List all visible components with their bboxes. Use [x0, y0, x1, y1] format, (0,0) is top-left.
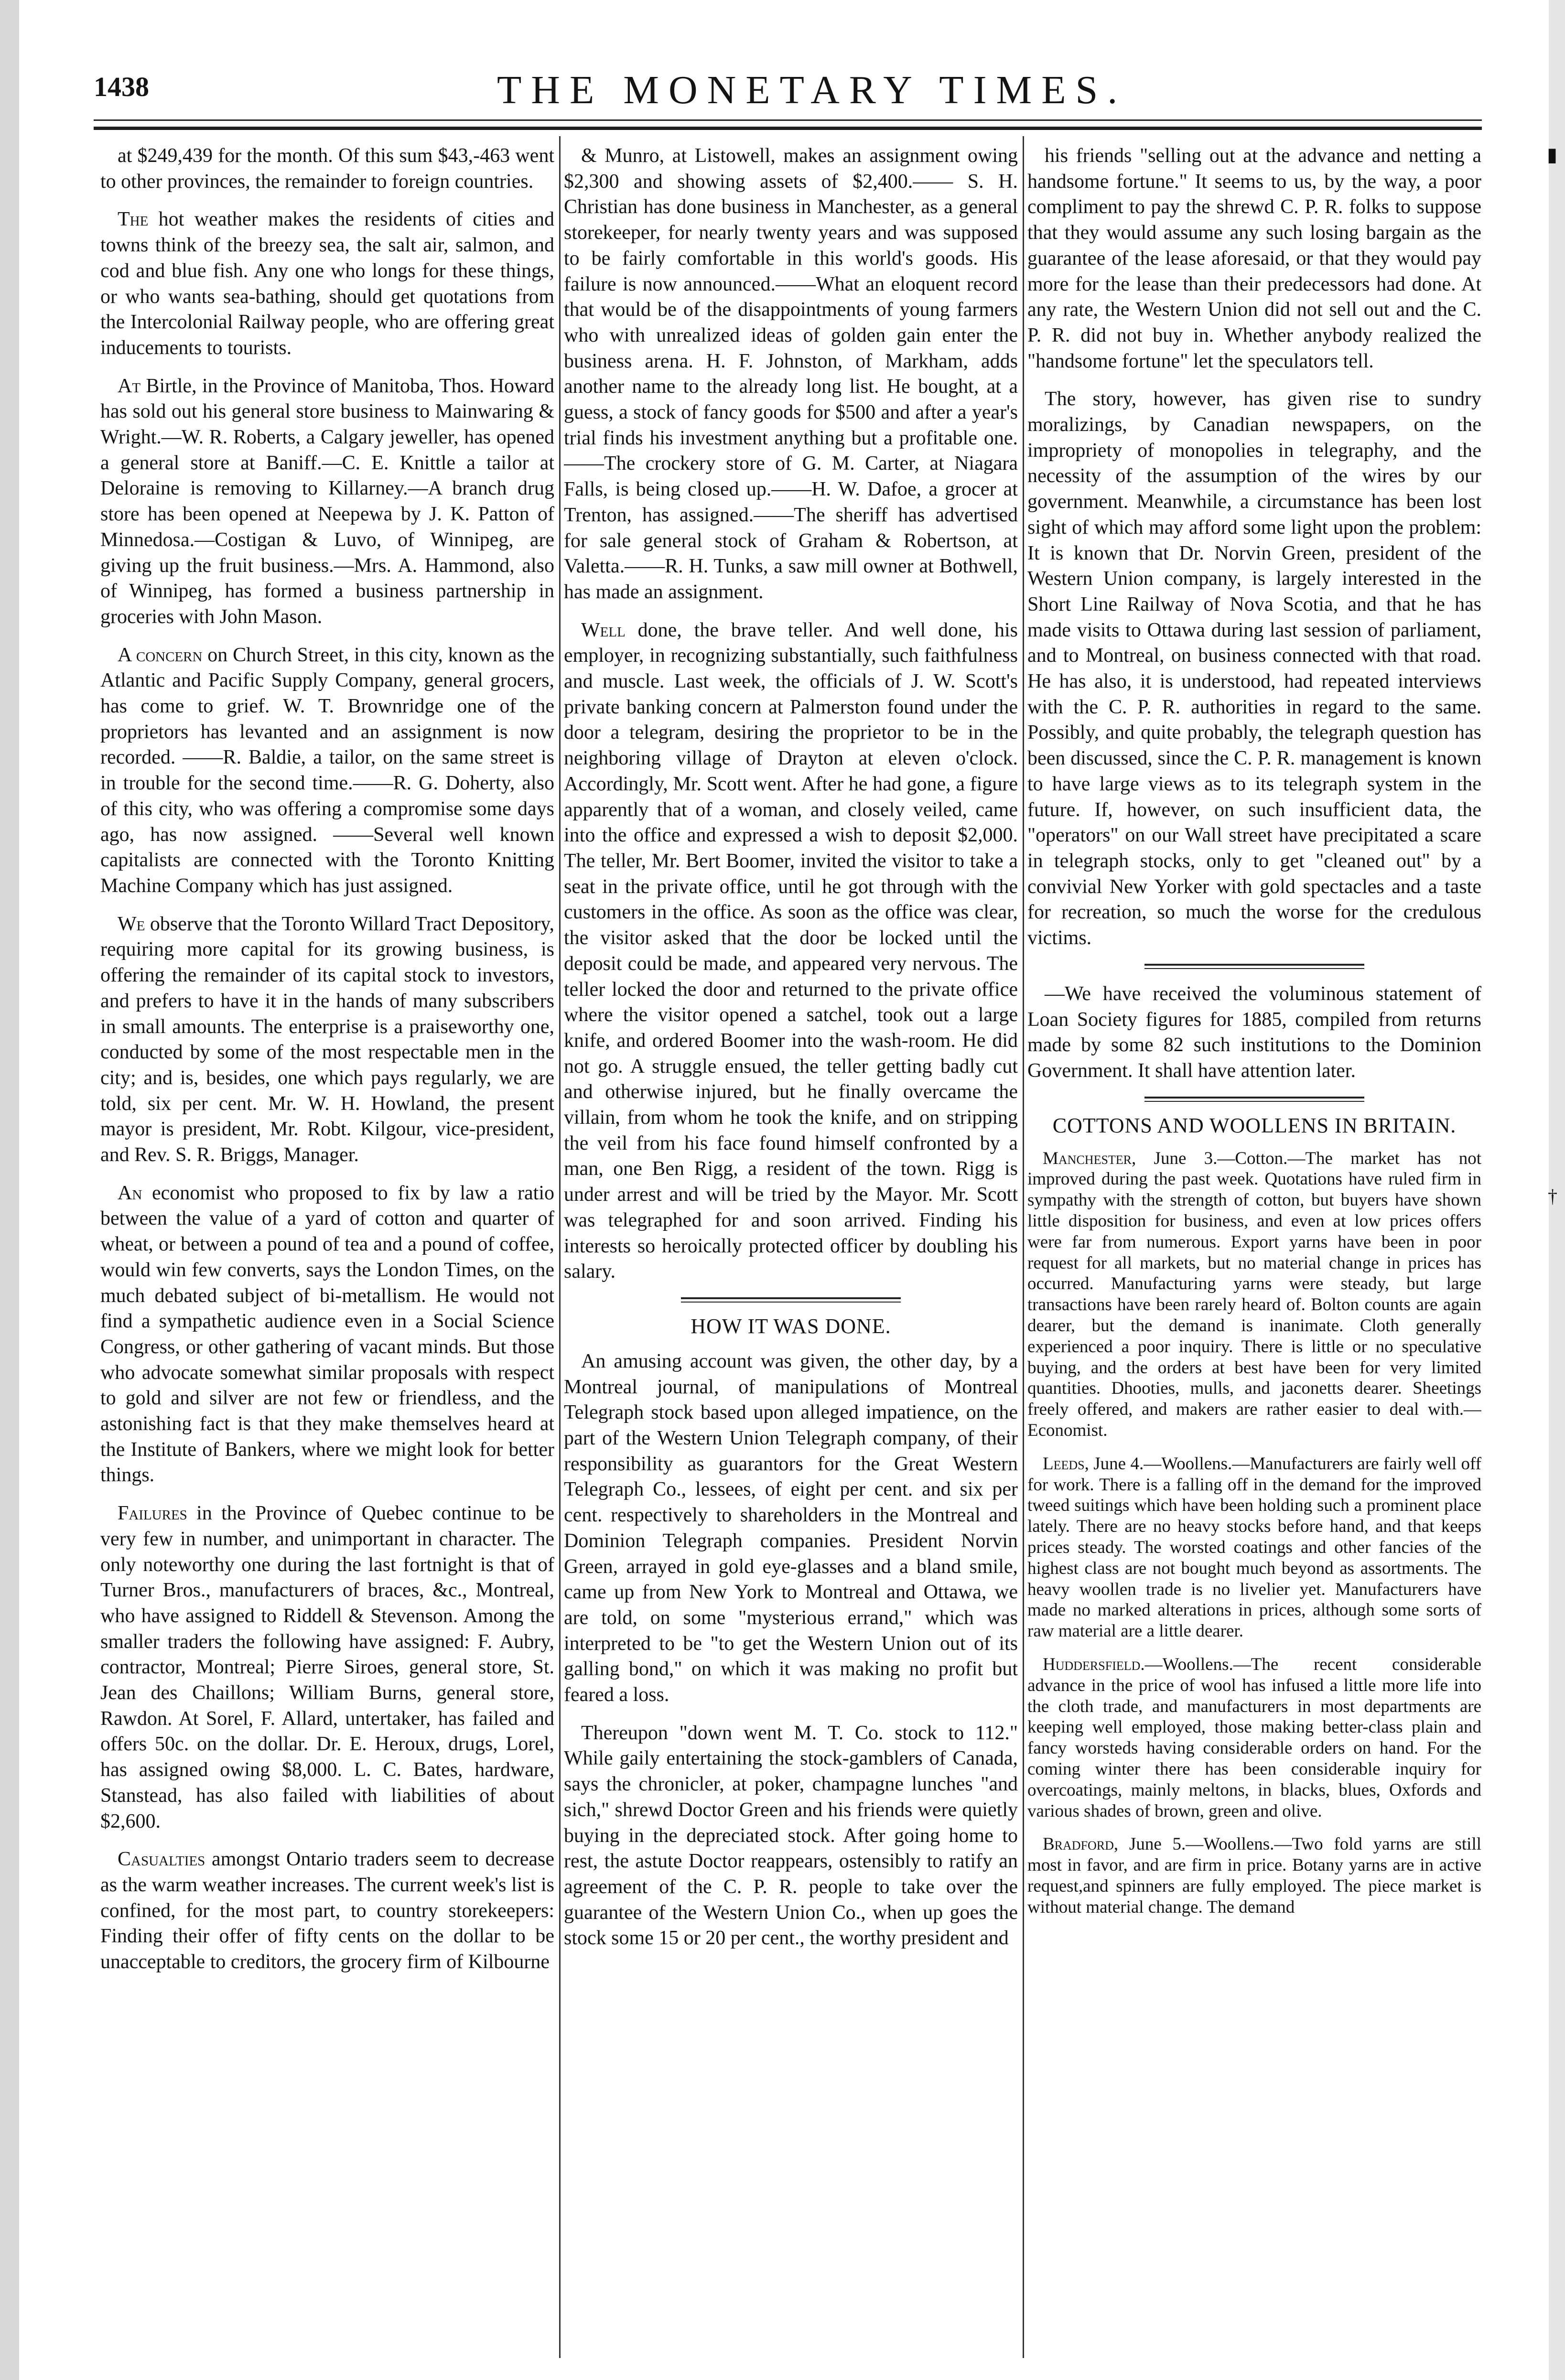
paragraph-text: June 3.—Cotton.—The market has not improved during the past week. Quotations have ruled firm in sympathy with the strength of cotton, but buyers have shown little disposition for business, and even at low prices offers were far from numerous. Export yarns have been in poor request for all markets, but no material change in prices has occurred. Manufacturing yarns were steady, but large transactions have been rarely heard of. Bolton counts are again dearer, but the demand is inanimate. Cloth generally experienced a poor inquiry. There is little or no speculative buying, and the orders at best have been for very limited quantities. Dhooties, mulls, and jaconetts dearer. Sheetings freely offered, and makers are rather easier to deal with.—Economist. — [1027, 1148, 1481, 1440]
column-1-articles — [100, 143, 554, 1975]
paragraph-text: amongst Ontario traders seem to decrease as the warm weather increases. The current week's list is confined, for the most part, to country storekeepers: Finding their offer of fifty cents on the dollar to be unacceptable to creditors, the grocery firm of Kilbourne — [100, 1848, 554, 1973]
paragraph-text: done, the brave teller. And well done, his employer, in recognizing substantially, such faithfulness and muscle. Last week, the officials of J. W. Scott's private banking concern at Palmerston found under the door a telegram, desiring the proprietor to be in the neighboring village of Drayton at eleven o'clock. Accordingly, Mr. Scott went. After he had gone, a figure apparently that of a woman, and closely veiled, came into the office and expressed a wish to deposit $2,000. The teller, Mr. Bert Boomer, invited the visitor to take a seat in the private office, until he got through with the customers in the office. As soon as the office was clear, the visitor asked that the door be locked until the deposit could be made, and appeared very nervous. The teller locked the door and returned to the private office where the visitor opened a satchel, took out a large knife, and ordered Boomer into the wash-room. He did not go. A struggle ensued, the teller getting badly cut and otherwise injured, but he finally overcame the villain, from whom he took the knife, and on stripping the veil from his face found himself confronted by a man, one Ben Rigg, a resident of the town. Rigg is under arrest and will be tried by the Mayor. Mr. Scott was telegraphed for and soon arrived. Finding his interests so heroically protected officer by doubling his salary. — [564, 619, 1018, 1283]
paragraph-text: observe that the Toronto Willard Tract Depository, requiring more capital for its growing business, is offering the remainder of its capital stock to investors, and prefers to have it in the hands of many subscribers in small amounts. The enterprise is a praiseworthy one, conducted by some of the most respectable men in the city; and is, besides, one which pays regularly, we are told, six per cent. Mr. W. H. Howland, the present mayor is president, Mr. Robt. Kilgour, vice-president, and Rev. S. R. Briggs, Manager. — [100, 913, 554, 1166]
column-1 — [100, 143, 554, 2360]
section-heading-cottons-woollens: COTTONS AND WOOLLENS IN BRITAIN. — [1052, 1113, 1457, 1137]
paragraph-lead-word: An — [118, 1182, 142, 1204]
paragraph — [1027, 1148, 1481, 1441]
scan-mark-top: ▮ — [1546, 144, 1557, 165]
paragraph — [1027, 1654, 1481, 1821]
paragraph-text: his friends "selling out at the advance and netting a handsome fortune." It seems to us, by the way, a poor compliment to pay the shrewd C. P. R. folks to suppose that they would assume any such losing bargain as the guarantee of the lease aforesaid, or that they would pay more for the lease than their predecessors had done. At any rate, the Western Union did not sell out and the C. P. R. did not buy in. Whether anybody realized the "handsome fortune" let the speculators tell. — [1027, 145, 1481, 372]
loan-society-notice: —We have received the voluminous statement of Loan Society figures for 1885, compiled from returns made by some 82 such institutions to the Dominion Government. It shall have attention later. — [1027, 982, 1481, 1082]
paragraph-text: at $249,439 for the month. Of this sum $43,-463 went to other provinces, the remainder to foreign countries. — [100, 145, 554, 193]
paragraph-text: hot weather makes the residents of cities and towns think of the breezy sea, the salt air, salmon, and cod and blue fish. Any one who longs for these things, or who wants sea-bathing, should get quotations from the Intercolonial Railway people, who are offering great inducements to tourists. — [100, 208, 554, 359]
paragraph-lead-word: Bradford, — [1043, 1834, 1119, 1854]
section-heading-how-it-was-done: HOW IT WAS DONE. — [691, 1314, 891, 1338]
paragraph-text: An amusing account was given, the other day, by a Montreal journal, of manipulations of Montreal Telegraph stock based upon alleged impatience, on the part of the Western Union Telegraph company, of their responsibility as guarantors for the Great Western Telegraph Co., lessees, of eight per cent. and six per cent. respectively to shareholders in the Montreal and Dominion Telegraph companies. President Norvin Green, arrayed in gold eye-glasses and a bland smile, came up from New York to Montreal and Ottawa, we are told, on some "mysterious errand," which was interpreted to be "to get the Western Union out of its galling bond," on which it was making no profit but feared a loss. — [564, 1350, 1018, 1706]
page-number: 1438 — [94, 71, 149, 102]
paragraph-lead-word: Manchester, — [1043, 1148, 1136, 1168]
paragraph-lead-word: Well — [581, 619, 626, 641]
column-2 — [564, 143, 1018, 2360]
paragraph-lead-word: The — [118, 208, 149, 231]
column-divider-2 — [1023, 136, 1024, 2358]
column-3 — [1027, 143, 1481, 2360]
paragraph-lead-word: Failures — [118, 1502, 187, 1525]
paragraph — [1027, 1454, 1481, 1642]
paragraph — [1027, 143, 1481, 374]
header-rule-thick — [94, 127, 1482, 130]
paragraph-lead-word: A concern — [118, 644, 203, 666]
column-divider-1 — [559, 136, 561, 2358]
paragraph — [100, 643, 554, 899]
scan-mark-middle: † — [1548, 1185, 1557, 1207]
paragraph — [1027, 1834, 1481, 1917]
paragraph — [100, 1847, 554, 1975]
column-2-articles-top — [564, 143, 1018, 1285]
paragraph-lead-word: At — [118, 375, 141, 397]
paragraph-text: & Munro, at Listowell, makes an assignment owing $2,300 and showing assets of $2,400.—— S. H. Christian has done business in Manchester, as a general storekeeper, for nearly twenty years and was supposed to be fairly comfortable in this world's goods. His failure is now announced.——What an eloquent record that would be of the disappointments of young farmers who with unrealized ideas of golden gain enter the business arena. H. F. Johnston, of Markham, adds another name to the already long list. He bought, at a guess, a stock of fancy goods for $500 and after a year's trial finds his investment anything but a profitable one.——The crockery store of G. M. Carter, at Niagara Falls, is being closed up.——H. W. Dafoe, a grocer at Trenton, has assigned.——The sheriff has advertised for sale general stock of Graham & Robertson, at Valetta.——R. H. Tunks, a saw mill owner at Bothwell, has made an assignment. — [564, 145, 1018, 603]
paragraph — [564, 618, 1018, 1285]
paragraph — [564, 143, 1018, 605]
paragraph-lead-word: Casualties — [118, 1848, 205, 1871]
paragraph-text: in the Province of Quebec continue to be very few in number, and unimportant in character. The only noteworthy one during the last fortnight is that of Turner Bros., manufacturers of braces, &c., Montreal, who have assigned to Riddell & Stevenson. Among the smaller traders the following have assigned: F. Aubry, contractor, Montreal; Pierre Siroes, general store, St. Jean des Chaillons; William Burns, general store, Rawdon. At Sorel, F. Allard, untertaker, has failed and offers 50c. on the dollar. Dr. E. Heroux, drugs, Lorel, has assigned owing $8,000. L. C. Bates, hardware, Stanstead, has also failed with liabilities of about $2,600. — [100, 1502, 554, 1832]
column-3-trade-reports — [1027, 1148, 1481, 1918]
paragraph-text: June 5.—Woollens.—Two fold yarns are still most in favor, and are firm in price. Botany yarns are in active request,and spinners are fully employed. The piece market is without material change. The demand — [1027, 1834, 1481, 1917]
paragraph — [1027, 387, 1481, 951]
masthead-title: THE MONETARY TIMES. — [497, 68, 1127, 112]
paragraph-text: The story, however, has given rise to sundry moralizings, by Canadian newspapers, on the impropriety of monopolies in telegraphy, and the necessity of the assumption of the wires by our government. Meanwhile, a circumstance has been lost sight of which may afford some light upon the problem: It is known that Dr. Norvin Green, president of the Western Union company, is largely interested in the Short Line Railway of Nova Scotia, and that he has made visits to Ottawa during last session of parliament, and to Montreal, on business connected with that road. He has also, it is understood, had repeated interviews with the C. P. R. authorities in regard to the same. Possibly, and quite probably, the telegraph question has been discussed, since the C. P. R. management is known to have large views as to its telegraph system in the future. If, however, on such insufficient data, the "operators" on our Wall street have precipitated a scare in telegraph stocks, only to get "cleaned out" by a convivial New Yorker with gold spectacles and a taste for recreation, so much the worse for the credulous victims. — [1027, 388, 1481, 949]
header-rule-thin — [94, 119, 1482, 121]
paragraph-text: on Church Street, in this city, known as the Atlantic and Pacific Supply Company, general grocers, has come to grief. W. T. Brownridge one of the proprietors has levanted and an assignment is now recorded. ——R. Baldie, a tailor, on the same street is in trouble for the second time.——R. G. Doherty, also of this city, who was offering a compromise some days ago, has now assigned. ——Several well known capitalists are connected with the Toronto Knitting Machine Company which has just assigned. — [100, 644, 554, 897]
paragraph-text: June 4.—Woollens.—Manufacturers are fairly well off for work. There is a falling off in the demand for the improved tweed suitings which have been holding such a prominent place lately. There are no heavy stocks before hand, and that keeps prices steady. The worsted coatings and other fancies of the highest class are not bought much beyond as assortments. The heavy woollen trade is no livelier yet. Manufacturers have made no marked alterations in prices, although some sorts of raw material are a little dearer. — [1027, 1454, 1481, 1641]
paragraph-lead-word: Leeds, — [1043, 1454, 1089, 1474]
paragraph-text: Thereupon "down went M. T. Co. stock to 112." While gaily entertaining the stock-gamblers of Canada, says the chronicler, at poker, champagne lunches "and sich," shrewd Doctor Green and his friends were quietly buying in the depreciated stock. After going home to rest, the astute Doctor reappears, ostensibly to ratify an agreement of the C. P. R. people to take over the guarantee of the Western Union Co., when up goes the stock some 15 or 20 per cent., the worthy president and — [564, 1722, 1018, 1949]
section-rule — [1144, 964, 1364, 969]
paragraph — [100, 207, 554, 361]
paragraph — [100, 1181, 554, 1488]
section-rule — [681, 1297, 901, 1303]
paragraph — [564, 1349, 1018, 1708]
column-3-articles-top — [1027, 143, 1481, 951]
paragraph-lead-word: We — [118, 913, 145, 935]
column-2-articles-bottom — [564, 1349, 1018, 1951]
section-rule — [1144, 1097, 1364, 1102]
paragraph — [564, 1721, 1018, 1951]
paragraph — [100, 143, 554, 194]
paragraph-lead-word: Huddersfield. — [1043, 1654, 1145, 1674]
scan-edge-left — [0, 0, 19, 2380]
paragraph — [100, 1501, 554, 1834]
paragraph-text: economist who proposed to fix by law a ratio between the value of a yard of cotton and quarter of wheat, or between a pound of tea and a pound of coffee, would win few converts, says the London Times, on the much debated subject of bi-metallism. He would not find a sympathetic audience even in a Social Science Congress, or other gathering of vacant minds. But those who advocate somewhat similar proposals with respect to gold and silver are not few or friendless, and the astonishing fact is that they make themselves heard at the Institute of Bankers, where we might look for better things. — [100, 1182, 554, 1486]
paragraph — [100, 374, 554, 630]
paragraph-text: —Woollens.—The recent considerable advance in the price of wool has infused a little more life into the cloth trade, and manufacturers in most departments are keeping well employed, those making better-class plain and fancy worsteds having considerable orders on hand. For the coming winter there has been considerable inquiry for overcoatings, mainly meltons, in blacks, blues, Oxfords and various shades of brown, green and olive. — [1027, 1654, 1481, 1821]
paragraph — [100, 912, 554, 1168]
paragraph-text: Birtle, in the Province of Manitoba, Thos. Howard has sold out his general store business to Mainwaring & Wright.—W. R. Roberts, a Calgary jeweller, has opened a general store at Baniff.—C. E. Knittle a tailor at Deloraine is removing to Killarney.—A branch drug store has been opened at Neepewa by J. K. Patton of Minnedosa.—Costigan & Luvo, of Winnipeg, are giving up the fruit business.—Mrs. A. Hammond, also of Winnipeg, has formed a business partnership in groceries with John Mason. — [100, 375, 554, 628]
